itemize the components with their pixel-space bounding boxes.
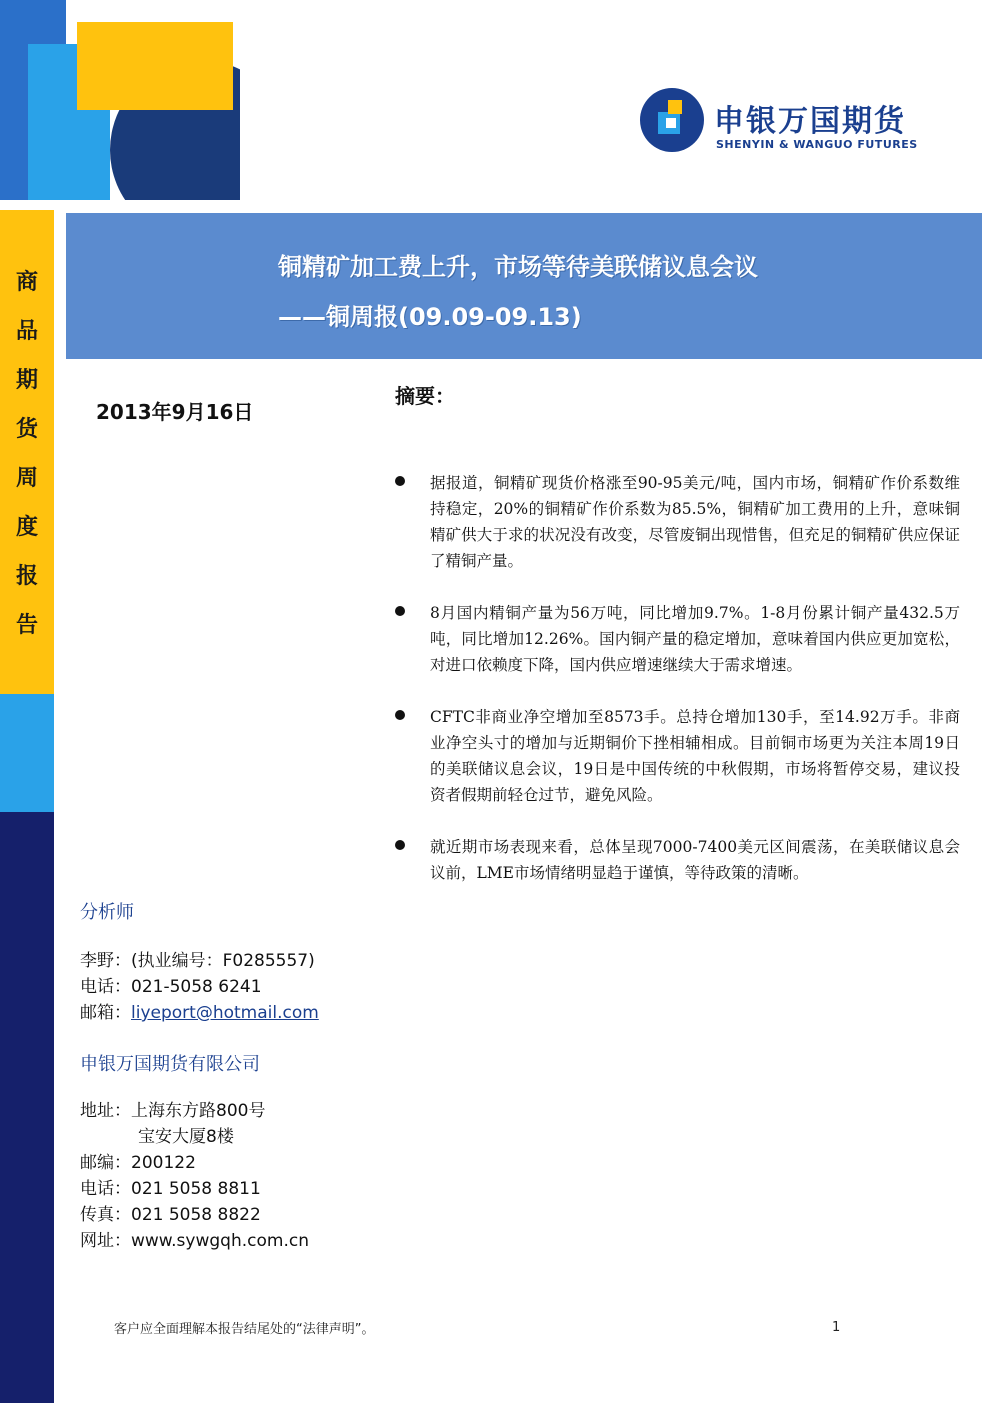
company-address-2: 宝安大厦8楼 bbox=[138, 1127, 234, 1147]
title-banner bbox=[66, 213, 982, 359]
bullet-icon bbox=[395, 710, 405, 720]
bullet-text: 就近期市场表现来看，总体呈现7000-7400美元区间震荡，在美联储议息会议前，LME市场情绪明显趋于谨慎，等待政策的清晰。 bbox=[430, 838, 960, 882]
logo-name-en: SHENYIN & WANGUO FUTURES bbox=[716, 138, 918, 151]
analyst-email-link[interactable]: liyeport@hotmail.com bbox=[131, 1003, 319, 1023]
email-label: 邮箱： bbox=[80, 1003, 131, 1023]
logo-name-cn: 申银万国期货 bbox=[714, 104, 906, 139]
company-postcode: 邮编：200122 bbox=[80, 1153, 196, 1173]
sidebar-char: 品 bbox=[15, 319, 38, 344]
company-logo bbox=[640, 88, 930, 160]
sidebar-char: 期 bbox=[15, 368, 38, 393]
decor-yellow-block bbox=[77, 22, 233, 110]
report-title: 铜精矿加工费上升，市场等待美联储议息会议 bbox=[278, 253, 758, 281]
company-fax: 传真：021 5058 8822 bbox=[80, 1205, 261, 1225]
sidebar-char: 货 bbox=[15, 417, 38, 442]
list-item bbox=[395, 470, 960, 574]
analyst-email-row bbox=[80, 1000, 380, 1026]
sidebar-char: 周 bbox=[15, 466, 38, 491]
list-item bbox=[395, 704, 960, 808]
legal-note: 客户应全面理解本报告结尾处的“法律声明”。 bbox=[114, 1322, 375, 1337]
bullet-text: CFTC非商业净空增加至8573手。总持仓增加130手，至14.92万手。非商业净空头寸的增加与近期铜价下挫相辅相成。目前铜市场更为关注本周19日的美联储议息会议，19日是中国传统的中秋假期，市场将暂停交易，建议投资者假期前轻仓过节，避免风险。 bbox=[430, 708, 960, 804]
sidebar-char: 报 bbox=[15, 564, 38, 589]
report-subtitle: ——铜周报(09.09-09.13) bbox=[278, 303, 582, 331]
bullet-text: 8月国内精铜产量为56万吨，同比增加9.7%。1-8月份累计铜产量432.5万吨，同比增加12.26%。国内铜产量的稳定增加，意味着国内供应更加宽松，对进口依赖度下降，国内供应增速继续大于需求增速。 bbox=[430, 604, 960, 674]
bullet-icon bbox=[395, 476, 405, 486]
list-item bbox=[395, 834, 960, 886]
sidebar-char: 度 bbox=[15, 515, 38, 540]
company-heading: 申银万国期货有限公司 bbox=[80, 1054, 260, 1075]
sidebar-char: 商 bbox=[15, 270, 38, 295]
sidebar-label bbox=[0, 258, 54, 650]
analyst-name: 李野：(执业编号：F0285557) bbox=[80, 951, 315, 971]
report-date: 2013年9月16日 bbox=[96, 400, 254, 424]
analyst-phone: 电话：021-5058 6241 bbox=[80, 977, 262, 997]
abstract-list bbox=[395, 470, 960, 912]
sidebar-strip bbox=[0, 210, 54, 1403]
bullet-icon bbox=[395, 840, 405, 850]
sidebar-char: 告 bbox=[15, 613, 38, 638]
bullet-icon bbox=[395, 606, 405, 616]
company-address: 地址：上海东方路800号 bbox=[80, 1101, 266, 1121]
analyst-heading: 分析师 bbox=[80, 902, 134, 923]
company-phone: 电话：021 5058 8811 bbox=[80, 1179, 261, 1199]
header-decoration bbox=[0, 0, 240, 200]
contact-info bbox=[80, 900, 380, 1254]
company-website[interactable]: 网址：www.sywgqh.com.cn bbox=[80, 1231, 309, 1251]
list-item bbox=[395, 600, 960, 678]
bullet-text: 据报道，铜精矿现货价格涨至90-95美元/吨，国内市场，铜精矿作价系数维持稳定，20%的铜精矿作价系数为85.5%，铜精矿加工费用的上升，意味铜精矿供大于求的状况没有改变，尽管废铜出现惜售，但充足的铜精矿供应保证了精铜产量。 bbox=[430, 474, 960, 570]
page-number: 1 bbox=[832, 1320, 841, 1335]
logo-mark-icon bbox=[640, 88, 704, 152]
abstract-heading: 摘要： bbox=[395, 384, 455, 408]
